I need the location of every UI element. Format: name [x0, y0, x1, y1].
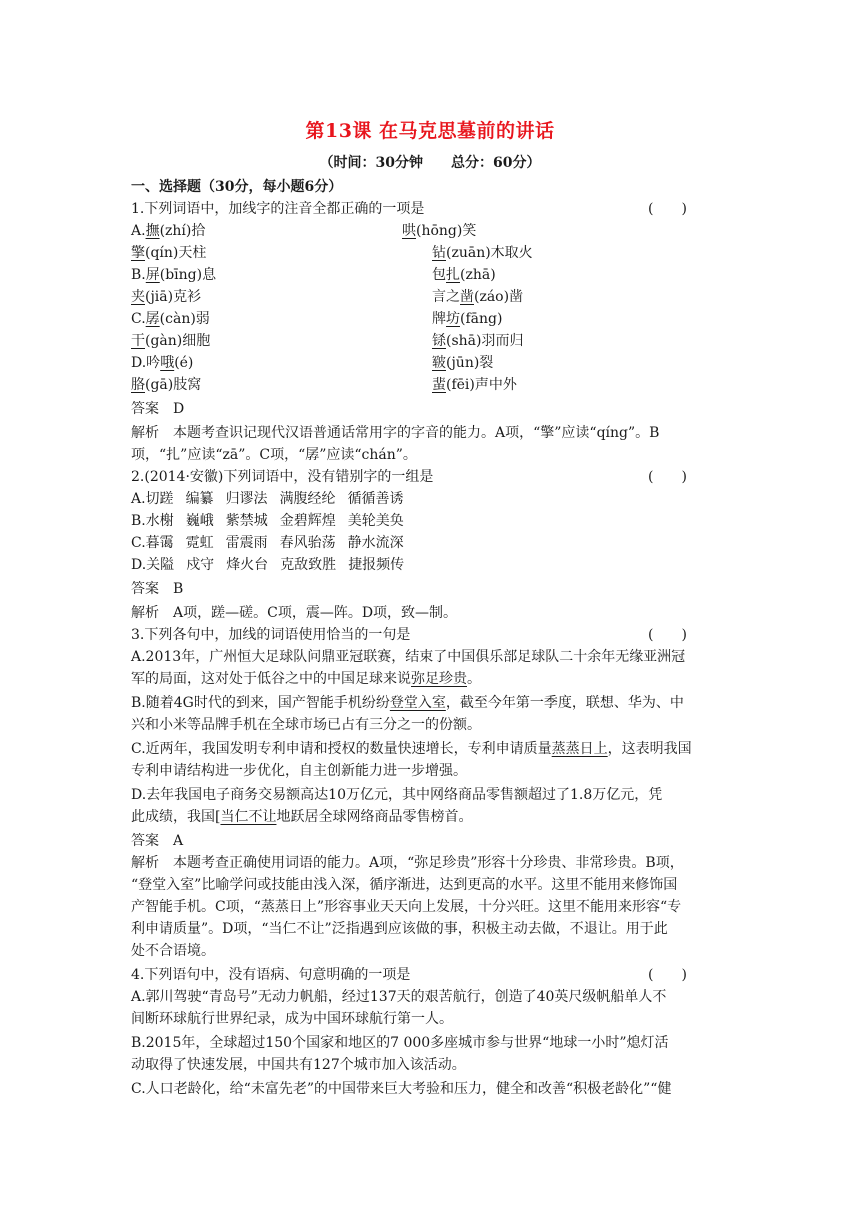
q4-option-line: C.人口老龄化，给“未富先老”的中国带来巨大考验和压力，健全和改善“积极老龄化”“健: [131, 1081, 672, 1097]
section-heading: 一、选择题（30分，每小题6分）: [131, 179, 343, 195]
question-2-answer-blank: ( ): [648, 469, 687, 485]
lesson-title: 第13课 在马克思墓前的讲话: [305, 120, 555, 142]
q3-option-c: C.近两年，我国发明专利申请和授权的数量快速增长，专利申请质量蒸蒸日上，这表明我国: [131, 741, 692, 757]
exam-info: [0, 152, 860, 172]
q3-option-c-cont: 专利申请结构进一步优化，自主创新能力进一步增强。: [131, 763, 467, 779]
q1-option-b-right2: 言之凿(záo)凿: [432, 289, 524, 305]
q3-option-b-cont: 兴和小米等品牌手机在全球市场已占有三分之一的份额。: [131, 717, 481, 733]
time-limit: （时间：30分钟: [319, 155, 423, 171]
q1-option-b-left: B.屏(bīng)息: [131, 267, 217, 283]
q2-analysis: 解析 A项，蹉—磋。C项，震—阵。D项，致—制。: [131, 605, 458, 621]
q3-answer: 答案 A: [131, 833, 184, 849]
q2-answer: 答案 B: [131, 581, 184, 597]
total-score: 总分：60分）: [451, 155, 541, 171]
question-1-answer-blank: ( ): [648, 201, 687, 217]
q2-option-a: A.切蹉 编纂 归谬法 满腹经纶 循循善诱: [131, 491, 404, 507]
question-3-stem: 3.下列各句中，加线的词语使用恰当的一句是: [131, 627, 411, 643]
q3-analysis-line: 处不合语境。: [131, 943, 215, 959]
q1-option-d-right2: 蜚(fēi)声中外: [432, 377, 517, 393]
q1-option-c-right: 牌坊(fāng): [432, 311, 503, 327]
q1-analysis-line: 解析 本题考查识记现代汉语普通话常用字的字音的能力。A项，“擎”应读“qíng”。B: [131, 425, 660, 441]
q3-option-d-cont: 此成绩，我国[当仁不让地跃居全球网络商品零售榜首。: [131, 809, 473, 825]
q1-option-d-left: D.吟哦(é): [131, 355, 194, 371]
q1-option-a-left: A.撫(zhí)拾: [131, 223, 206, 239]
q1-option-b-right: 包扎(zhā): [432, 267, 496, 283]
q1-option-a-right1: 哄(hōng)笑: [402, 223, 477, 239]
q3-option-a: A.2013年，广州恒大足球队问鼎亚冠联赛，结束了中国俱乐部足球队二十余年无缘亚洲冠: [131, 649, 686, 665]
question-2-stem: 2.(2014·安徽)下列词语中，没有错别字的一组是: [131, 469, 434, 485]
q1-option-c-left2: 干(gàn)细胞: [131, 333, 211, 349]
q2-option-b: B.水榭 巍峨 紫禁城 金碧辉煌 美轮美奂: [131, 513, 404, 529]
q3-analysis-line: “登堂入室”比喻学问或技能由浅入深，循序渐进，达到更高的水平。这里不能用来修饰国: [131, 877, 678, 893]
question-3-answer-blank: ( ): [648, 627, 687, 643]
question-4-stem: 4.下列语句中，没有语病、句意明确的一项是: [131, 967, 411, 983]
q4-option-line: 动取得了快速发展，中国共有127个城市加入该活动。: [131, 1057, 466, 1073]
q1-option-b-left2: 夹(jiā)克衫: [131, 289, 202, 305]
question-4-answer-blank: ( ): [648, 967, 687, 983]
q1-answer: 答案 D: [131, 401, 185, 417]
q1-option-a-left2: 擎(qín)天柱: [131, 245, 207, 261]
q1-option-c-left: C.孱(càn)弱: [131, 311, 210, 327]
q1-option-a-right2: 钻(zuān)木取火: [432, 245, 533, 261]
q4-option-line: B.2015年，全球超过150个国家和地区的7 000多座城市参与世界“地球一小时”熄灯活: [131, 1035, 669, 1051]
question-1-stem: 1.下列词语中，加线字的注音全都正确的一项是: [131, 201, 425, 217]
q3-analysis-line: 解析 本题考查正确使用词语的能力。A项，“弥足珍贵”形容十分珍贵、非常珍贵。B项，: [131, 855, 684, 871]
q1-analysis-line: 项，“扎”应读“zā”。C项，“孱”应读“chán”。: [131, 447, 417, 463]
q3-analysis-line: 利申请质量”。D项，“当仁不让”泛指遇到应该做的事，积极主动去做，不退让。用于此: [131, 921, 668, 937]
q2-option-d: D.关隘 戍守 烽火台 克敌致胜 捷报频传: [131, 557, 405, 573]
q2-option-c: C.暮霭 霓虹 雷震雨 春风骀荡 静水流深: [131, 535, 404, 551]
q4-option-line: 间断环球航行世界纪录，成为中国环球航行第一人。: [131, 1011, 453, 1027]
q4-option-line: A.郭川驾驶“青岛号”无动力帆船，经过137天的艰苦航行，创造了40英尺级帆船单人不: [131, 989, 667, 1005]
q1-option-c-right2: 铩(shā)羽而归: [432, 333, 524, 349]
q3-analysis-line: 产智能手机。C项，“蒸蒸日上”形容事业天天向上发展，十分兴旺。这里不能用来形容“专: [131, 899, 682, 915]
q3-option-a-cont: 军的局面，这对处于低谷之中的中国足球来说弥足珍贵。: [131, 671, 481, 687]
q3-option-b: B.随着4G时代的到来，国产智能手机纷纷登堂入室，截至今年第一季度，联想、华为、中: [131, 695, 684, 711]
q3-option-d: D.去年我国电子商务交易额高达10万亿元，其中网络商品零售额超过了1.8万亿元，凭: [131, 787, 663, 803]
q1-option-d-right: 皲(jūn)裂: [432, 355, 494, 371]
q1-option-d-left2: 胳(gā)肢窝: [131, 377, 202, 393]
